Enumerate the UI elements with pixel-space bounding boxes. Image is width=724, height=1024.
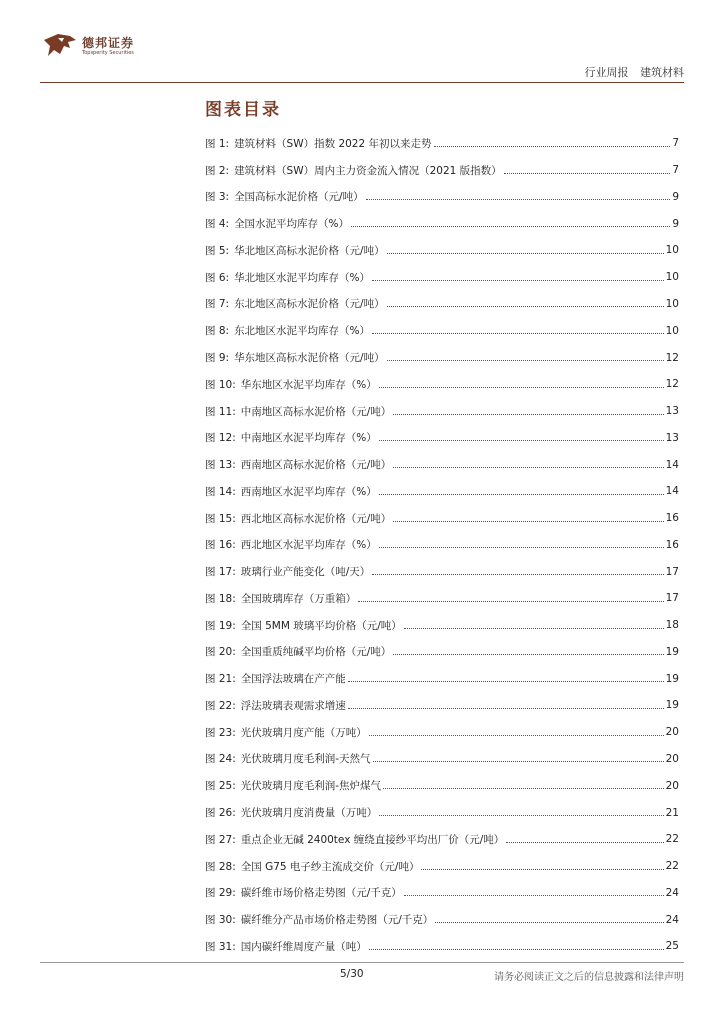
toc-entry-title: 建筑材料（SW）周内主力资金流入情况（2021 版指数） (234, 164, 502, 177)
toc-entry-page: 13 (665, 431, 679, 444)
toc-entry[interactable] (205, 853, 679, 880)
toc-entry-label: 图 26: (205, 807, 236, 820)
toc-entry-title: 全国浮法玻璃在产产能 (240, 673, 346, 686)
toc-entry-label: 图 27: (205, 833, 236, 846)
toc-entry-label: 图 24: (205, 753, 236, 766)
toc-leader-dots (351, 226, 670, 227)
toc-entry[interactable] (205, 826, 679, 853)
toc-entry-title: 碳纤维分产品市场价格走势图（元/千克） (240, 914, 434, 927)
toc-entry[interactable] (205, 505, 679, 532)
toc-entry-page: 20 (665, 779, 679, 792)
toc-entry-label: 图 11: (205, 405, 236, 418)
toc-entry[interactable] (205, 478, 679, 505)
toc-entry-page: 25 (665, 940, 679, 953)
toc-entry-label: 图 17: (205, 566, 236, 579)
toc-entry-label: 图 29: (205, 887, 236, 900)
toc-leader-dots (373, 761, 664, 762)
toc-entry-title: 全国玻璃库存（万重箱） (240, 592, 357, 605)
toc-entry-title: 建筑材料（SW）指数 2022 年初以来走势 (234, 137, 432, 150)
toc-leader-dots (393, 414, 663, 415)
toc-entry[interactable] (205, 344, 679, 371)
toc-entry-page: 16 (665, 512, 679, 525)
toc-entry[interactable] (205, 639, 679, 666)
toc-entry-label: 图 2: (205, 164, 230, 177)
toc-leader-dots (404, 628, 664, 629)
toc-entry-page: 10 (665, 244, 679, 257)
toc-title: 图表目录 (205, 100, 281, 120)
toc-entry-title: 西北地区水泥平均库存（%） (240, 539, 377, 552)
toc-entry[interactable] (205, 317, 679, 344)
toc-entry-title: 中南地区高标水泥价格（元/吨） (240, 405, 392, 418)
toc-entry-title: 国内碳纤维周度产量（吨） (240, 940, 367, 953)
toc-entry-title: 光伏玻璃月度毛利润-焦炉煤气 (240, 780, 382, 793)
toc-entry-page: 10 (665, 297, 679, 310)
company-logo (40, 30, 180, 64)
toc-entry-label: 图 21: (205, 673, 236, 686)
toc-entry-label: 图 15: (205, 512, 236, 525)
toc-entry-label: 图 31: (205, 940, 236, 953)
toc-leader-dots (387, 253, 664, 254)
toc-entry-label: 图 1: (205, 137, 230, 150)
toc-leader-dots (404, 895, 664, 896)
toc-entry-page: 9 (672, 190, 679, 203)
toc-entry[interactable] (205, 558, 679, 585)
toc-entry-page: 14 (665, 485, 679, 498)
toc-leader-dots (434, 146, 671, 147)
toc-leader-dots (372, 574, 663, 575)
toc-entry-title: 西北地区高标水泥价格（元/吨） (240, 512, 392, 525)
toc-entry-label: 图 18: (205, 592, 236, 605)
toc-entry-label: 图 6: (205, 271, 230, 284)
toc-entry[interactable] (205, 719, 679, 746)
toc-entry-title: 华东地区高标水泥价格（元/吨） (234, 352, 385, 364)
toc-entry-page: 13 (665, 405, 679, 418)
toc-entry-label: 图 5: (205, 244, 230, 257)
footer-divider (40, 962, 684, 963)
report-header (577, 64, 685, 80)
toc-entry-page: 20 (665, 726, 679, 739)
toc-entry-title: 中南地区水泥平均库存（%） (240, 432, 377, 445)
toc-leader-dots (379, 387, 664, 388)
toc-leader-dots (379, 547, 664, 548)
header-divider (40, 82, 684, 83)
toc-entry-page: 20 (665, 752, 679, 765)
report-type: 行业周报 (584, 66, 629, 79)
toc-entry-title: 西南地区高标水泥价格（元/吨） (240, 459, 392, 472)
toc-entry-label: 图 16: (205, 539, 236, 552)
toc-entry-title: 浮法玻璃表观需求增速 (240, 699, 346, 712)
toc-entry[interactable] (205, 210, 679, 237)
toc-entry-label: 图 28: (205, 860, 236, 873)
toc-entry-label: 图 12: (205, 432, 236, 445)
toc-entry-title: 全国水泥平均库存（%） (234, 218, 350, 231)
toc-entry-page: 17 (665, 592, 679, 605)
toc-entry[interactable] (205, 906, 679, 933)
toc-entry-title: 西南地区水泥平均库存（%） (240, 485, 377, 498)
toc-entry-title: 华东地区水泥平均库存（%） (240, 378, 377, 391)
toc-entry-page: 22 (665, 833, 679, 846)
toc-leader-dots (366, 199, 671, 200)
toc-entry[interactable] (205, 291, 679, 318)
toc-entry[interactable] (205, 264, 679, 291)
toc-entry[interactable] (205, 130, 679, 157)
toc-entry-page: 7 (672, 164, 679, 177)
toc-entry-page: 7 (672, 137, 679, 150)
brand-name-cn: 德邦证券 (82, 36, 135, 50)
toc-entry[interactable] (205, 184, 679, 211)
toc-leader-dots (358, 601, 663, 602)
toc-entry-label: 图 7: (205, 298, 230, 311)
toc-entry-page: 24 (665, 913, 679, 926)
toc-entry-label: 图 8: (205, 325, 230, 338)
toc-leader-dots (506, 842, 663, 843)
toc-leader-dots (383, 788, 664, 789)
toc-leader-dots (393, 654, 663, 655)
toc-leader-dots (387, 360, 664, 361)
toc-entry-page: 22 (665, 860, 679, 873)
toc-leader-dots (393, 467, 663, 468)
brand-name-en: Topsperity Securities (82, 50, 134, 56)
toc-entry[interactable] (205, 531, 679, 558)
toc-entry-title: 光伏玻璃月度产能（万吨） (240, 726, 367, 739)
toc-leader-dots (379, 440, 664, 441)
toc-entry-label: 图 4: (205, 218, 230, 231)
page-number: 5/30 (340, 968, 364, 980)
toc-entry[interactable] (205, 398, 679, 425)
toc-leader-dots (379, 815, 663, 816)
toc-entry-label: 图 25: (205, 780, 236, 793)
toc-entry-label: 图 9: (205, 352, 230, 364)
toc-entry-title: 全国高标水泥价格（元/吨） (234, 191, 364, 204)
toc-leader-dots (369, 949, 664, 950)
industry-name: 建筑材料 (640, 66, 684, 79)
toc-entry-label: 图 3: (205, 191, 230, 204)
toc-entry[interactable] (205, 424, 679, 451)
toc-entry-page: 10 (665, 271, 679, 284)
toc-entry-label: 图 20: (205, 646, 236, 659)
toc-entry-label: 图 13: (205, 459, 236, 472)
toc-entry[interactable] (205, 933, 679, 960)
toc-entry[interactable] (205, 451, 679, 478)
toc-entry-page: 12 (665, 378, 679, 391)
toc-entry-label: 图 10: (205, 378, 236, 391)
toc-entry-title: 玻璃行业产能变化（吨/天） (240, 566, 371, 579)
toc-entry-title: 碳纤维市场价格走势图（元/千克） (240, 887, 402, 900)
toc-entry-page: 12 (665, 351, 679, 364)
toc-leader-dots (393, 521, 663, 522)
toc-leader-dots (369, 735, 664, 736)
toc-list (205, 130, 679, 960)
toc-entry-title: 全国 G75 电子纱主流成交价（元/吨） (240, 860, 420, 873)
toc-leader-dots (504, 173, 671, 174)
toc-entry-title: 全国 5MM 玻璃平均价格（元/吨） (240, 619, 402, 632)
toc-leader-dots (379, 494, 664, 495)
toc-leader-dots (421, 869, 663, 870)
toc-entry-title: 全国重质纯碱平均价格（元/吨） (240, 646, 392, 659)
toc-entry[interactable] (205, 585, 679, 612)
toc-entry-label: 图 30: (205, 914, 236, 927)
toc-entry-label: 图 19: (205, 619, 236, 632)
toc-entry-label: 图 22: (205, 699, 236, 712)
toc-leader-dots (348, 708, 664, 709)
toc-entry[interactable] (205, 879, 679, 906)
toc-entry-title: 华北地区高标水泥价格（元/吨） (234, 244, 385, 257)
toc-entry-label: 图 23: (205, 726, 236, 739)
toc-entry[interactable] (205, 665, 679, 692)
toc-leader-dots (435, 922, 663, 923)
toc-entry-title: 光伏玻璃月度消费量（万吨） (240, 807, 378, 820)
toc-entry-page: 19 (665, 645, 679, 658)
toc-entry-title: 光伏玻璃月度毛利润-天然气 (240, 753, 371, 766)
toc-entry[interactable] (205, 799, 679, 826)
toc-entry-title: 东北地区高标水泥价格（元/吨） (234, 298, 385, 311)
toc-entry-page: 19 (665, 672, 679, 685)
toc-entry[interactable] (205, 692, 679, 719)
toc-entry-title: 华北地区水泥平均库存（%） (234, 271, 371, 284)
brand-logo-icon (40, 30, 80, 62)
toc-entry[interactable] (205, 612, 679, 639)
toc-entry[interactable] (205, 746, 679, 773)
toc-entry-label: 图 14: (205, 485, 236, 498)
toc-leader-dots (387, 306, 664, 307)
toc-entry-page: 14 (665, 458, 679, 471)
toc-entry[interactable] (205, 772, 679, 799)
toc-leader-dots (348, 681, 664, 682)
toc-entry-page: 17 (665, 565, 679, 578)
disclaimer-note: 请务必阅读正文之后的信息披露和法律声明 (494, 972, 684, 983)
toc-entry-page: 19 (665, 699, 679, 712)
toc-entry-page: 16 (665, 538, 679, 551)
toc-entry-page: 9 (672, 217, 679, 230)
toc-entry-title: 东北地区水泥平均库存（%） (234, 325, 371, 338)
toc-entry[interactable] (205, 157, 679, 184)
toc-entry-page: 10 (665, 324, 679, 337)
toc-entry-page: 21 (665, 806, 679, 819)
toc-entry-title: 重点企业无碱 2400tex 缠绕直接纱平均出厂价（元/吨） (240, 833, 505, 846)
toc-leader-dots (372, 280, 664, 281)
toc-entry-page: 24 (665, 886, 679, 899)
toc-entry-page: 18 (665, 619, 679, 632)
toc-entry[interactable] (205, 237, 679, 264)
toc-entry[interactable] (205, 371, 679, 398)
toc-leader-dots (372, 333, 664, 334)
